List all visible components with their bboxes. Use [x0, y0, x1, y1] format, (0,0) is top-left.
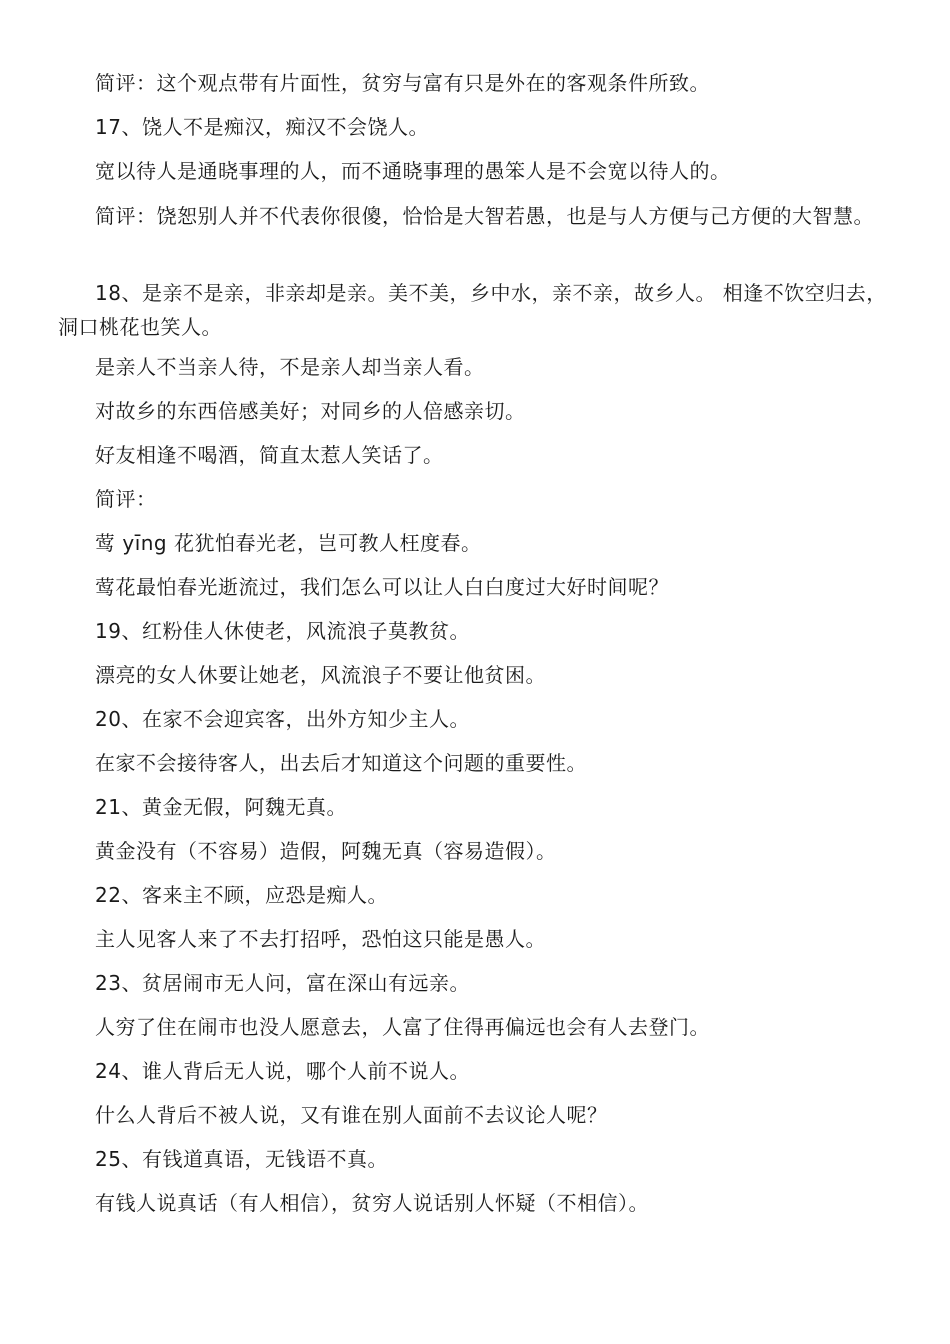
explanation-line: 人穷了住在闹市也没人愿意去，人富了住得再偏远也会有人去登门。 — [95, 1015, 710, 1039]
proverb-19: 19、红粉佳人休使老，风流浪子莫教贫。 — [95, 619, 470, 643]
explanation-line: 主人见客人来了不去打招呼，恐怕这只能是愚人。 — [95, 927, 546, 951]
explanation-line: 什么人背后不被人说，又有谁在别人面前不去议论人呢？ — [95, 1103, 608, 1127]
explanation-line: 是亲人不当亲人待，不是亲人却当亲人看。 — [95, 355, 485, 379]
explanation-line: 好友相逢不喝酒，简直太惹人笑话了。 — [95, 443, 444, 467]
explanation-line: 在家不会接待客人，出去后才知道这个问题的重要性。 — [95, 751, 587, 775]
explanation-line: 莺花最怕春光逝流过，我们怎么可以让人白白度过大好时间呢？ — [95, 575, 669, 599]
proverb-25: 25、有钱道真语，无钱语不真。 — [95, 1147, 388, 1171]
comment-line: 简评： — [95, 487, 157, 511]
proverb-22: 22、客来主不顾，应恐是痴人。 — [95, 883, 388, 907]
proverb-18: 18、是亲不是亲，非亲却是亲。美不美，乡中水，亲不亲，故乡人。 相逢不饮空归去，洞口桃花也笑人。 — [58, 281, 887, 339]
proverb-23: 23、贫居闹市无人问，富在深山有远亲。 — [95, 971, 470, 995]
comment-line: 简评：这个观点带有片面性，贫穷与富有只是外在的客观条件所致。 — [95, 71, 710, 95]
proverb-20: 20、在家不会迎宾客，出外方知少主人。 — [95, 707, 470, 731]
explanation-line: 对故乡的东西倍感美好；对同乡的人倍感亲切。 — [95, 399, 526, 423]
proverb-24: 24、谁人背后无人说，哪个人前不说人。 — [95, 1059, 470, 1083]
proverb-line: 莺 yīng 花犹怕春光老，岂可教人枉度春。 — [95, 531, 482, 555]
comment-paragraph: 简评：饶恕别人并不代表你很傻，恰恰是大智若愚，也是与人方便与己方便的大智慧。 — [95, 204, 874, 228]
explanation-line: 漂亮的女人休要让她老，风流浪子不要让他贫困。 — [95, 663, 546, 687]
proverb-21: 21、黄金无假，阿魏无真。 — [95, 795, 347, 819]
explanation-line: 黄金没有（不容易）造假，阿魏无真（容易造假）。 — [95, 839, 557, 863]
explanation-line: 有钱人说真话（有人相信），贫穷人说话别人怀疑（不相信）。 — [95, 1191, 649, 1215]
proverb-17: 17、饶人不是痴汉，痴汉不会饶人。 — [95, 115, 429, 139]
explanation-line: 宽以待人是通晓事理的人，而不通晓事理的愚笨人是不会宽以待人的。 — [95, 159, 731, 183]
